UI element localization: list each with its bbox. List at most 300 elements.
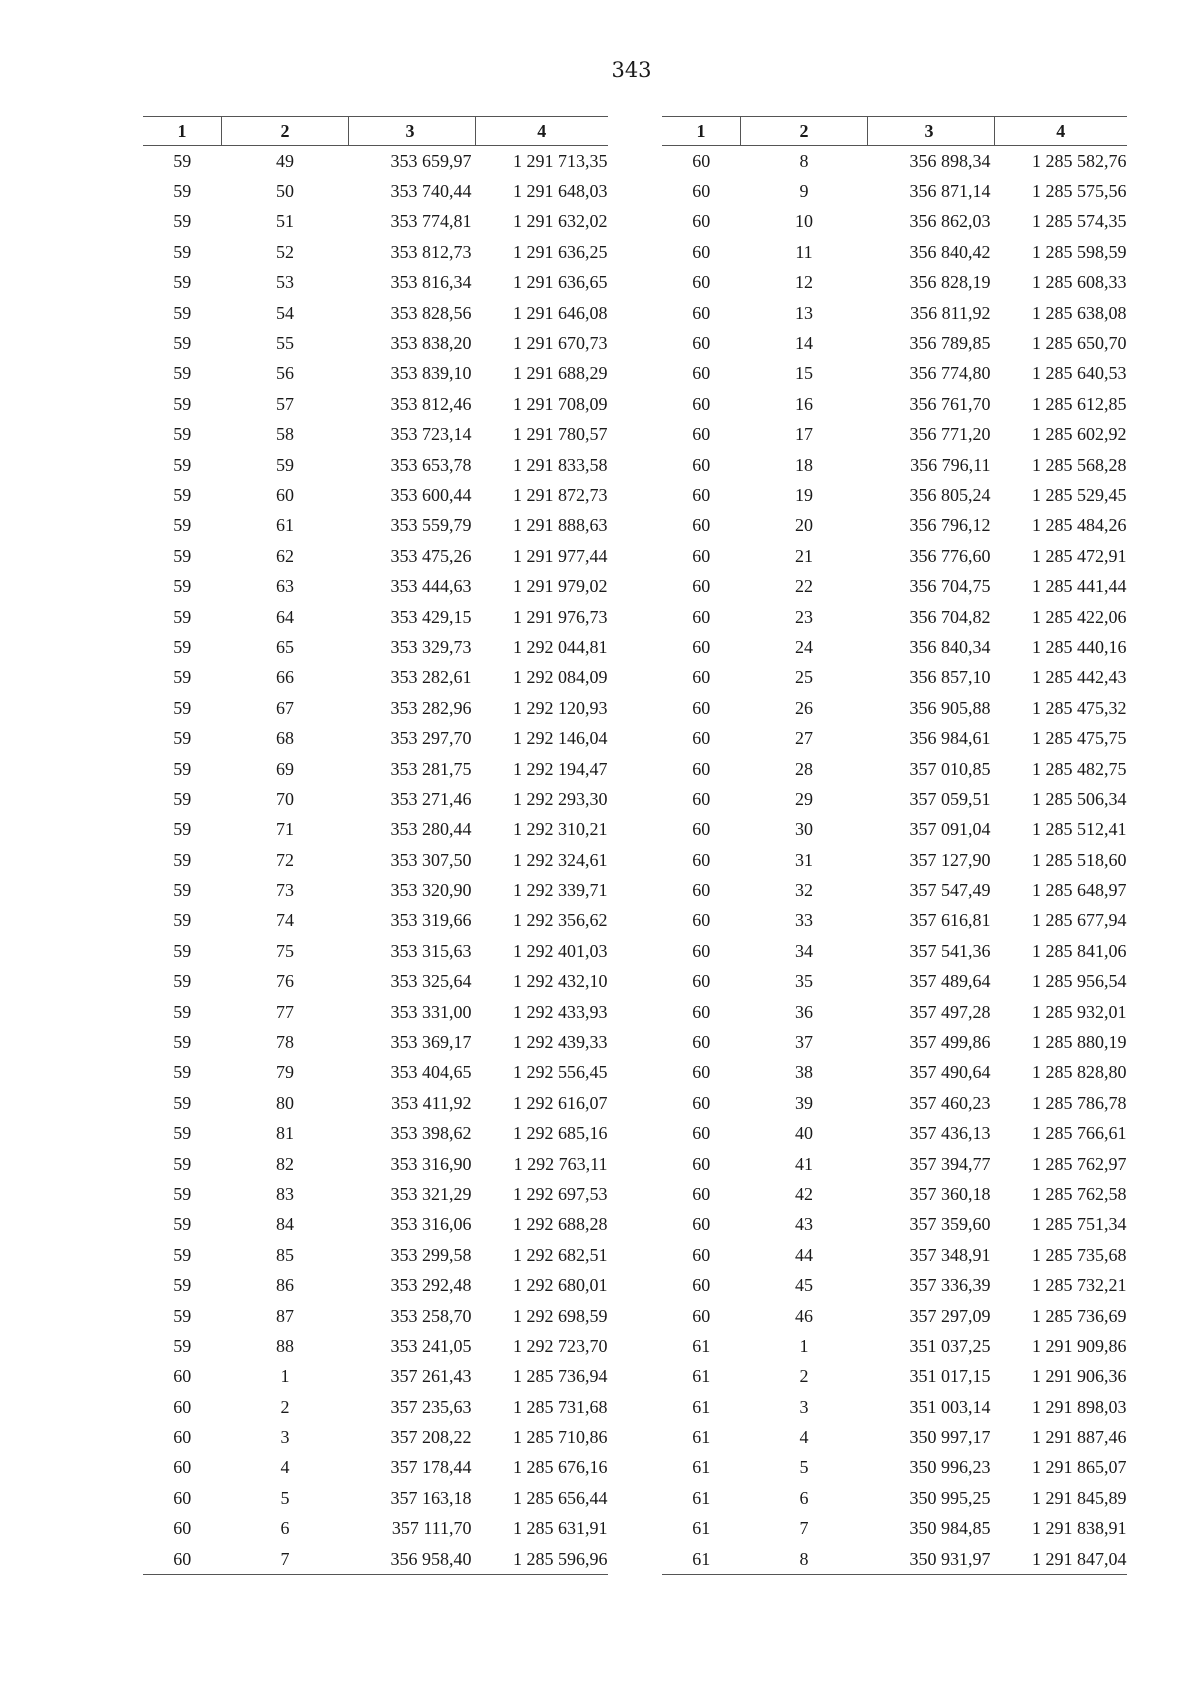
cell-point: 86 <box>276 1275 294 1296</box>
cell-y: 1 291 847,04 <box>995 1544 1127 1575</box>
cell-contour: 59 <box>173 940 192 961</box>
cell-contour: 59 <box>173 545 192 566</box>
cell-point: 80 <box>276 1092 294 1113</box>
cell-point: 74 <box>276 910 294 931</box>
cell-x: 353 369,17 <box>390 1032 472 1053</box>
table-row <box>143 693 608 723</box>
cell-y: 1 285 766,61 <box>1032 1123 1127 1144</box>
cell-x: 353 839,10 <box>390 363 472 384</box>
cell-x: 357 235,63 <box>390 1396 472 1417</box>
cell-y: 1 285 762,58 <box>1032 1183 1127 1204</box>
cell-y: 1 285 598,59 <box>1032 241 1127 262</box>
cell-point: 71 <box>276 819 294 840</box>
table-row <box>143 723 608 753</box>
cell-contour: 60 <box>692 484 711 505</box>
cell-point: 56 <box>276 363 294 384</box>
cell-contour: 59 <box>173 1032 192 1053</box>
cell-y: 1 285 482,75 <box>1032 758 1127 779</box>
table-row <box>143 1331 608 1361</box>
cell-y: 1 292 680,01 <box>513 1275 608 1296</box>
cell-contour: 59 <box>173 1062 192 1083</box>
coordinates-table-right <box>662 116 1127 1575</box>
cell-y: 1 291 979,02 <box>513 576 608 597</box>
cell-contour: 61 <box>692 1396 711 1417</box>
cell-y: 1 285 631,91 <box>513 1518 608 1539</box>
cell-x: 353 258,70 <box>390 1305 472 1326</box>
cell-point: 23 <box>795 606 813 627</box>
cell-point: 31 <box>795 849 813 870</box>
cell-contour: 59 <box>173 849 192 870</box>
cell-point: 43 <box>795 1214 813 1235</box>
cell-x: 356 774,80 <box>909 363 991 384</box>
table-row <box>662 1514 1127 1544</box>
table-row <box>143 1301 608 1331</box>
table-row <box>662 450 1127 480</box>
table-row <box>143 146 608 177</box>
cell-point: 60 <box>276 484 294 505</box>
table-row <box>662 663 1127 693</box>
cell-y: 1 285 472,91 <box>1032 545 1127 566</box>
table-row <box>662 1088 1127 1118</box>
cell-contour: 60 <box>173 1457 192 1478</box>
cell-y: 1 292 616,07 <box>513 1092 608 1113</box>
cell-contour: 59 <box>173 484 192 505</box>
table-row <box>662 1058 1127 1088</box>
cell-point: 52 <box>276 241 294 262</box>
cell-x: 353 320,90 <box>390 880 472 901</box>
cell-contour: 59 <box>173 910 192 931</box>
table-row <box>143 875 608 905</box>
table-row <box>143 1119 608 1149</box>
cell-y: 1 291 838,91 <box>1032 1518 1127 1539</box>
page-number: 343 <box>611 58 652 82</box>
table-row <box>662 754 1127 784</box>
cell-y: 1 291 713,35 <box>513 150 608 171</box>
table-row <box>143 1514 608 1544</box>
cell-x: 353 816,34 <box>390 272 472 293</box>
cell-contour: 59 <box>173 880 192 901</box>
cell-y: 1 291 648,03 <box>513 181 608 202</box>
cell-x: 353 329,73 <box>390 636 472 657</box>
cell-point: 12 <box>795 272 813 293</box>
table-header-row <box>662 117 1127 146</box>
cell-x: 353 600,44 <box>390 484 472 505</box>
cell-point: 82 <box>276 1153 294 1174</box>
cell-y: 1 292 310,21 <box>513 819 608 840</box>
cell-x: 357 208,22 <box>390 1427 472 1448</box>
cell-contour: 59 <box>173 150 192 171</box>
cell-y: 1 292 084,09 <box>513 667 608 688</box>
cell-y: 1 285 582,76 <box>1032 150 1127 171</box>
cell-x: 357 359,60 <box>909 1214 991 1235</box>
table-row <box>662 1149 1127 1179</box>
cell-x: 356 840,34 <box>909 636 991 657</box>
cell-x: 353 659,97 <box>390 150 472 171</box>
cell-y: 1 291 670,73 <box>513 333 608 354</box>
table-row <box>662 511 1127 541</box>
cell-contour: 59 <box>173 758 192 779</box>
table-row <box>662 176 1127 206</box>
cell-y: 1 292 339,71 <box>513 880 608 901</box>
cell-point: 55 <box>276 333 294 354</box>
cell-y: 1 291 845,89 <box>1032 1487 1127 1508</box>
column-header-3: 3 <box>349 117 476 146</box>
cell-contour: 60 <box>692 910 711 931</box>
table-row <box>143 1422 608 1452</box>
cell-point: 88 <box>276 1335 294 1356</box>
cell-x: 357 163,18 <box>390 1487 472 1508</box>
cell-point: 72 <box>276 849 294 870</box>
cell-y: 1 285 841,06 <box>1032 940 1127 961</box>
table-row <box>662 480 1127 510</box>
cell-point: 2 <box>280 1396 290 1417</box>
cell-y: 1 291 906,36 <box>1032 1366 1127 1387</box>
cell-x: 357 261,43 <box>390 1366 472 1387</box>
cell-contour: 60 <box>692 393 711 414</box>
cell-point: 59 <box>276 454 294 475</box>
cell-point: 14 <box>795 333 813 354</box>
cell-x: 357 127,90 <box>909 849 991 870</box>
table-row <box>662 693 1127 723</box>
cell-point: 8 <box>799 150 809 171</box>
cell-point: 40 <box>795 1123 813 1144</box>
cell-point: 28 <box>795 758 813 779</box>
table-row <box>662 1331 1127 1361</box>
cell-y: 1 285 441,44 <box>1032 576 1127 597</box>
cell-contour: 60 <box>692 788 711 809</box>
cell-contour: 59 <box>173 424 192 445</box>
table-row <box>662 1453 1127 1483</box>
cell-x: 356 840,42 <box>909 241 991 262</box>
cell-contour: 60 <box>692 697 711 718</box>
table-row <box>662 420 1127 450</box>
cell-x: 356 898,34 <box>909 150 991 171</box>
cell-point: 4 <box>799 1427 809 1448</box>
cell-point: 41 <box>795 1153 813 1174</box>
cell-y: 1 291 909,86 <box>1032 1335 1127 1356</box>
cell-point: 6 <box>280 1518 290 1539</box>
cell-y: 1 292 194,47 <box>513 758 608 779</box>
table-row <box>143 1544 608 1575</box>
cell-contour: 59 <box>173 728 192 749</box>
cell-contour: 60 <box>692 819 711 840</box>
table-row <box>143 1270 608 1300</box>
cell-y: 1 285 518,60 <box>1032 849 1127 870</box>
cell-contour: 60 <box>692 545 711 566</box>
cell-x: 353 398,62 <box>390 1123 472 1144</box>
cell-y: 1 285 648,97 <box>1032 880 1127 901</box>
cell-x: 357 111,70 <box>391 1518 472 1539</box>
cell-x: 357 394,77 <box>909 1153 991 1174</box>
cell-point: 49 <box>276 150 294 171</box>
cell-y: 1 285 529,45 <box>1032 484 1127 505</box>
cell-contour: 59 <box>173 606 192 627</box>
cell-y: 1 292 698,59 <box>513 1305 608 1326</box>
cell-x: 357 547,49 <box>909 880 991 901</box>
cell-y: 1 291 708,09 <box>513 393 608 414</box>
cell-contour: 61 <box>692 1518 711 1539</box>
cell-point: 51 <box>276 211 294 232</box>
cell-y: 1 285 440,16 <box>1032 636 1127 657</box>
cell-point: 18 <box>795 454 813 475</box>
cell-point: 87 <box>276 1305 294 1326</box>
cell-contour: 60 <box>173 1487 192 1508</box>
cell-contour: 59 <box>173 302 192 323</box>
table-row <box>143 237 608 267</box>
cell-point: 39 <box>795 1092 813 1113</box>
cell-y: 1 285 638,08 <box>1032 302 1127 323</box>
cell-x: 351 003,14 <box>909 1396 991 1417</box>
cell-y: 1 285 484,26 <box>1032 515 1127 536</box>
cell-contour: 59 <box>173 333 192 354</box>
cell-point: 57 <box>276 393 294 414</box>
table-row <box>662 1301 1127 1331</box>
table-row <box>662 298 1127 328</box>
cell-contour: 59 <box>173 1183 192 1204</box>
cell-point: 58 <box>276 424 294 445</box>
cell-point: 65 <box>276 636 294 657</box>
table-row <box>662 936 1127 966</box>
cell-point: 24 <box>795 636 813 657</box>
cell-x: 357 616,81 <box>909 910 991 931</box>
cell-y: 1 292 146,04 <box>513 728 608 749</box>
cell-point: 22 <box>795 576 813 597</box>
table-row <box>662 875 1127 905</box>
table-row <box>143 1362 608 1392</box>
cell-contour: 60 <box>692 302 711 323</box>
cell-y: 1 285 602,92 <box>1032 424 1127 445</box>
cell-x: 356 905,88 <box>909 697 991 718</box>
table-row <box>143 845 608 875</box>
column-header-2: 2 <box>222 117 349 146</box>
cell-contour: 59 <box>173 1275 192 1296</box>
cell-x: 357 436,13 <box>909 1123 991 1144</box>
cell-contour: 60 <box>692 1305 711 1326</box>
cell-x: 353 411,92 <box>391 1092 472 1113</box>
cell-contour: 61 <box>692 1366 711 1387</box>
cell-contour: 59 <box>173 788 192 809</box>
cell-contour: 61 <box>692 1457 711 1478</box>
cell-x: 353 812,73 <box>390 241 472 262</box>
table-row <box>143 1453 608 1483</box>
cell-contour: 60 <box>692 576 711 597</box>
cell-contour: 60 <box>692 1062 711 1083</box>
cell-x: 353 828,56 <box>390 302 472 323</box>
cell-y: 1 285 735,68 <box>1032 1244 1127 1265</box>
cell-contour: 60 <box>692 363 711 384</box>
cell-point: 20 <box>795 515 813 536</box>
cell-contour: 60 <box>692 728 711 749</box>
cell-point: 13 <box>795 302 813 323</box>
table-row <box>662 1210 1127 1240</box>
cell-x: 357 460,23 <box>909 1092 991 1113</box>
cell-contour: 60 <box>692 606 711 627</box>
cell-y: 1 292 293,30 <box>513 788 608 809</box>
table-row <box>143 815 608 845</box>
table-row <box>662 571 1127 601</box>
cell-point: 27 <box>795 728 813 749</box>
table-row <box>143 784 608 814</box>
cell-contour: 59 <box>173 1214 192 1235</box>
cell-x: 356 796,12 <box>909 515 991 536</box>
cell-contour: 60 <box>692 849 711 870</box>
cell-point: 3 <box>280 1427 290 1448</box>
cell-contour: 60 <box>173 1396 192 1417</box>
cell-y: 1 291 977,44 <box>513 545 608 566</box>
cell-x: 356 796,11 <box>910 454 991 475</box>
cell-x: 353 475,26 <box>390 545 472 566</box>
cell-x: 353 281,75 <box>390 758 472 779</box>
cell-point: 78 <box>276 1032 294 1053</box>
cell-contour: 59 <box>173 1153 192 1174</box>
cell-y: 1 292 682,51 <box>513 1244 608 1265</box>
cell-y: 1 291 872,73 <box>513 484 608 505</box>
cell-point: 85 <box>276 1244 294 1265</box>
cell-y: 1 291 833,58 <box>513 454 608 475</box>
cell-point: 4 <box>280 1457 290 1478</box>
cell-point: 77 <box>276 1001 294 1022</box>
cell-point: 76 <box>276 971 294 992</box>
cell-x: 356 704,82 <box>909 606 991 627</box>
cell-y: 1 285 442,43 <box>1032 667 1127 688</box>
cell-x: 353 282,96 <box>390 697 472 718</box>
cell-y: 1 285 568,28 <box>1032 454 1127 475</box>
table-row <box>662 1483 1127 1513</box>
cell-x: 353 723,14 <box>390 424 472 445</box>
cell-y: 1 292 324,61 <box>513 849 608 870</box>
table-row <box>662 997 1127 1027</box>
cell-point: 84 <box>276 1214 294 1235</box>
table-row <box>662 1422 1127 1452</box>
table-row <box>143 967 608 997</box>
cell-y: 1 285 574,35 <box>1032 211 1127 232</box>
cell-contour: 61 <box>692 1487 711 1508</box>
cell-point: 69 <box>276 758 294 779</box>
cell-x: 353 280,44 <box>390 819 472 840</box>
cell-point: 16 <box>795 393 813 414</box>
cell-x: 353 812,46 <box>390 393 472 414</box>
cell-y: 1 285 932,01 <box>1032 1001 1127 1022</box>
cell-x: 357 336,39 <box>909 1275 991 1296</box>
cell-contour: 59 <box>173 971 192 992</box>
cell-contour: 60 <box>692 971 711 992</box>
table-row <box>662 146 1127 177</box>
cell-x: 356 789,85 <box>909 333 991 354</box>
table-row <box>143 1088 608 1118</box>
table-row <box>143 663 608 693</box>
cell-point: 73 <box>276 880 294 901</box>
cell-contour: 59 <box>173 454 192 475</box>
cell-point: 7 <box>799 1518 809 1539</box>
table-row <box>662 1544 1127 1575</box>
cell-contour: 60 <box>692 1032 711 1053</box>
cell-contour: 60 <box>692 667 711 688</box>
cell-point: 5 <box>799 1457 809 1478</box>
column-header-3: 3 <box>868 117 995 146</box>
cell-contour: 59 <box>173 1305 192 1326</box>
cell-y: 1 292 723,70 <box>513 1335 608 1356</box>
cell-x: 353 404,65 <box>390 1062 472 1083</box>
cell-point: 45 <box>795 1275 813 1296</box>
cell-y: 1 285 575,56 <box>1032 181 1127 202</box>
cell-point: 35 <box>795 971 813 992</box>
cell-x: 356 771,20 <box>909 424 991 445</box>
cell-y: 1 285 786,78 <box>1032 1092 1127 1113</box>
cell-y: 1 291 898,03 <box>1032 1396 1127 1417</box>
cell-x: 353 271,46 <box>390 788 472 809</box>
cell-x: 353 316,90 <box>390 1153 472 1174</box>
cell-point: 66 <box>276 667 294 688</box>
cell-y: 1 285 732,21 <box>1032 1275 1127 1296</box>
cell-x: 357 178,44 <box>390 1457 472 1478</box>
table-row <box>143 1058 608 1088</box>
cell-point: 6 <box>799 1487 809 1508</box>
cell-x: 351 017,15 <box>909 1366 991 1387</box>
cell-x: 353 241,05 <box>390 1335 472 1356</box>
cell-x: 353 307,50 <box>390 849 472 870</box>
table-row <box>143 268 608 298</box>
cell-point: 81 <box>276 1123 294 1144</box>
cell-y: 1 292 044,81 <box>513 636 608 657</box>
cell-x: 357 541,36 <box>909 940 991 961</box>
cell-point: 5 <box>280 1487 290 1508</box>
table-row <box>143 997 608 1027</box>
cell-x: 353 774,81 <box>390 211 472 232</box>
cell-y: 1 285 762,97 <box>1032 1153 1127 1174</box>
cell-x: 350 996,23 <box>909 1457 991 1478</box>
cell-x: 356 871,14 <box>909 181 991 202</box>
cell-y: 1 285 710,86 <box>513 1427 608 1448</box>
table-row <box>662 815 1127 845</box>
cell-point: 7 <box>222 1544 349 1575</box>
cell-y: 1 285 608,33 <box>1032 272 1127 293</box>
cell-point: 9 <box>799 181 809 202</box>
cell-y: 1 291 888,63 <box>513 515 608 536</box>
table-row <box>143 1392 608 1422</box>
cell-point: 70 <box>276 788 294 809</box>
cell-y: 1 292 763,11 <box>513 1153 608 1174</box>
cell-x: 353 838,20 <box>390 333 472 354</box>
cell-point: 19 <box>795 484 813 505</box>
cell-contour: 60 <box>692 1092 711 1113</box>
cell-x: 353 325,64 <box>390 971 472 992</box>
cell-y: 1 292 401,03 <box>513 940 608 961</box>
table-row <box>662 1119 1127 1149</box>
cell-x: 357 348,91 <box>909 1244 991 1265</box>
cell-y: 1 285 506,34 <box>1032 788 1127 809</box>
cell-point: 8 <box>741 1544 868 1575</box>
cell-y: 1 285 612,85 <box>1032 393 1127 414</box>
cell-x: 356 805,24 <box>909 484 991 505</box>
cell-contour: 59 <box>173 636 192 657</box>
cell-contour: 60 <box>692 454 711 475</box>
cell-point: 53 <box>276 272 294 293</box>
table-row <box>143 359 608 389</box>
table-row <box>143 328 608 358</box>
cell-y: 1 285 512,41 <box>1032 819 1127 840</box>
cell-x: 353 653,78 <box>390 454 472 475</box>
cell-x: 353 297,70 <box>390 728 472 749</box>
table-row <box>143 1483 608 1513</box>
cell-x: 350 995,25 <box>909 1487 991 1508</box>
cell-contour: 60 <box>173 1366 192 1387</box>
table-row <box>143 571 608 601</box>
column-header-1: 1 <box>662 117 741 146</box>
cell-x: 357 059,51 <box>909 788 991 809</box>
table-row <box>143 602 608 632</box>
cell-x: 350 984,85 <box>909 1518 991 1539</box>
table-row <box>662 723 1127 753</box>
